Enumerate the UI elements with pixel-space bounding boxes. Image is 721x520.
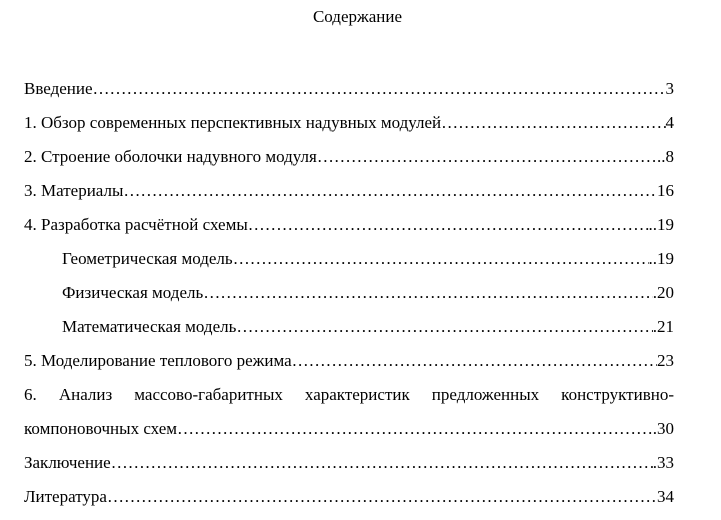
dot-leader	[123, 180, 657, 202]
toc-entry-page: ..19	[648, 249, 674, 268]
toc-entry-label: Литература	[24, 487, 107, 506]
toc-entry-label: 4. Разработка расчётной схемы	[24, 215, 248, 234]
toc-entry-label: Физическая модель	[62, 283, 204, 302]
toc-entry-page: .20	[652, 283, 674, 302]
toc-entry-page: .30	[652, 419, 674, 438]
dot-leader	[93, 78, 666, 100]
toc-entry-label-line2: компоновочных схем	[24, 419, 178, 438]
toc-entry-3	[24, 180, 674, 214]
toc-entry-label: Заключение	[24, 453, 111, 472]
toc-entry-label: 2. Строение оболочки надувного модуля	[24, 147, 317, 166]
toc-entry-page: .33	[652, 453, 674, 472]
toc-entry-1	[24, 112, 674, 146]
toc-entry-label: Введение	[24, 79, 93, 98]
toc-subentry-geometric-model	[24, 248, 674, 282]
table-of-contents	[24, 78, 674, 520]
toc-entry-page: 23	[657, 351, 674, 370]
dot-leader	[292, 350, 657, 372]
toc-entry-page: 34	[657, 487, 674, 506]
dot-leader	[177, 418, 653, 440]
toc-entry-page: 4	[665, 113, 674, 132]
dot-leader	[441, 112, 665, 134]
toc-entry-page: ..8	[657, 147, 674, 166]
toc-entry-page: .21	[652, 317, 674, 336]
toc-entry-4	[24, 214, 674, 248]
toc-entry-page: 16	[657, 181, 674, 200]
toc-entry-introduction	[24, 78, 674, 112]
toc-subentry-physical-model	[24, 282, 674, 316]
dot-leader	[107, 486, 657, 508]
toc-entry-label: Геометрическая модель	[62, 249, 233, 268]
toc-entry-5	[24, 350, 674, 384]
toc-entry-label: 3. Материалы	[24, 181, 124, 200]
dot-leader	[111, 452, 653, 474]
dot-leader	[248, 214, 649, 236]
dot-leader	[317, 146, 657, 168]
toc-entry-page: 3	[665, 79, 674, 98]
page-title: Содержание	[312, 7, 403, 26]
toc-entry-2	[24, 146, 674, 180]
toc-subentry-mathematical-model	[24, 316, 674, 350]
toc-entry-6	[24, 384, 674, 452]
toc-entry-label: 5. Моделирование теплового режима	[24, 351, 292, 370]
toc-entry-conclusion	[24, 452, 674, 486]
toc-entry-label: 1. Обзор современных перспективных надувных модулей	[24, 113, 442, 132]
toc-entry-page: ..19	[648, 215, 674, 234]
dot-leader	[233, 248, 649, 270]
toc-entry-literature	[24, 486, 674, 520]
dot-leader	[236, 316, 652, 338]
toc-entry-label-line1: 6. Анализ массово-габаритных характеристик предложенных конструктивно-	[24, 385, 674, 404]
toc-entry-label: Математическая модель	[62, 317, 237, 336]
dot-leader	[203, 282, 653, 304]
